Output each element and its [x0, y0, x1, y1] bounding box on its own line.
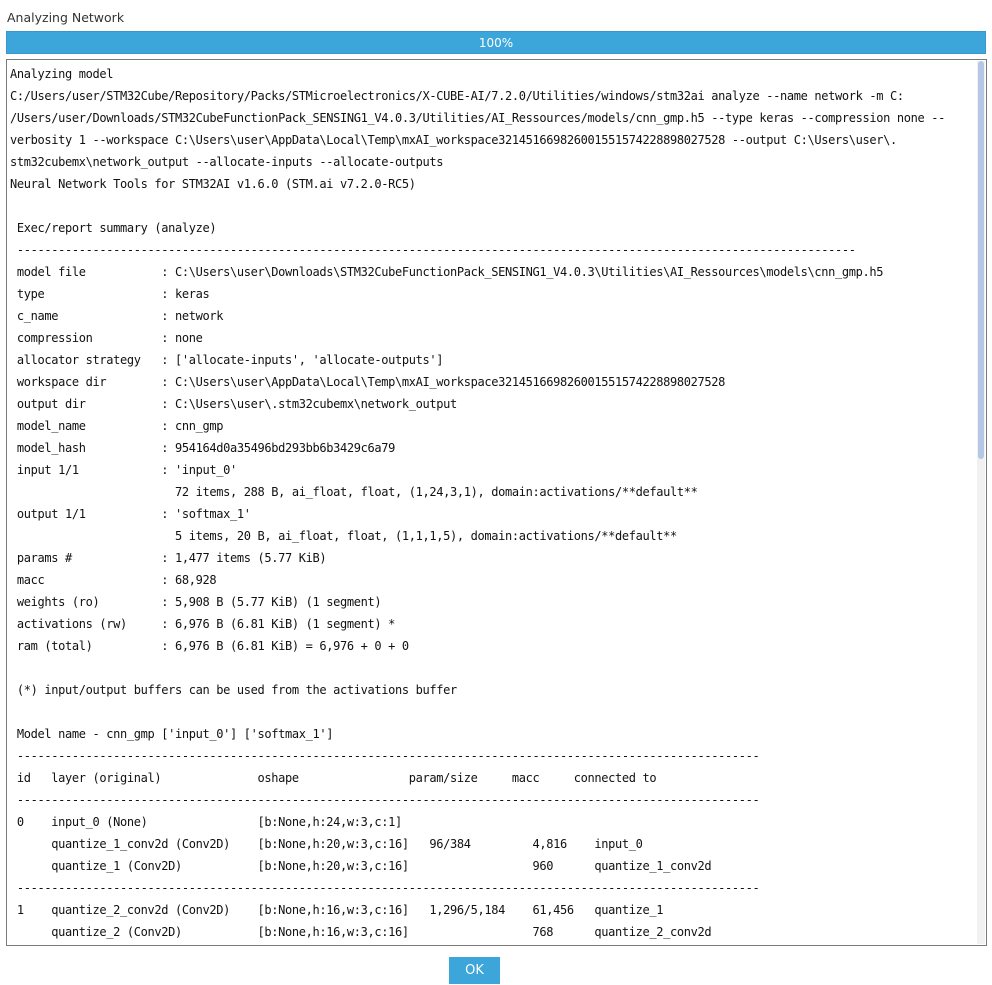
log-line: output dir : C:\Users\user\.stm32cubemx\network_output	[10, 397, 457, 411]
log-line: ------------------------------------------------------------------------------------------------------------	[10, 793, 760, 807]
progress-label: 100%	[478, 36, 514, 50]
log-line: ------------------------------------------------------------------------------------------------------------	[10, 881, 760, 895]
log-line: model_hash : 954164d0a35496bd293bb6b3429c6a79	[10, 441, 395, 455]
log-line: verbosity 1 --workspace C:\Users\user\AppData\Local\Temp\mxAI_workspace321451669826001551574228898027528 --output C:\Users\user\.	[10, 133, 897, 147]
log-line: input 1/1 : 'input_0'	[10, 463, 237, 477]
log-line: 5 items, 20 B, ai_float, float, (1,1,1,5), domain:activations/**default**	[10, 529, 677, 543]
log-line: quantize_1 (Conv2D) [b:None,h:20,w:3,c:16] 960 quantize_1_conv2d	[10, 859, 712, 873]
log-line: 1 quantize_2_conv2d (Conv2D) [b:None,h:16,w:3,c:16] 1,296/5,184 61,456 quantize_1	[10, 903, 664, 917]
log-line: 72 items, 288 B, ai_float, float, (1,24,3,1), domain:activations/**default**	[10, 485, 698, 499]
log-line: Neural Network Tools for STM32AI v1.6.0 (STM.ai v7.2.0-RC5)	[10, 177, 416, 191]
log-line: 0 input_0 (None) [b:None,h:24,w:3,c:1]	[10, 815, 402, 829]
log-line	[10, 195, 974, 217]
log-line: workspace dir : C:\Users\user\AppData\Local\Temp\mxAI_workspace321451669826001551574228898027528	[10, 375, 725, 389]
log-line: weights (ro) : 5,908 B (5.77 KiB) (1 segment)	[10, 595, 382, 609]
dialog-title: Analyzing Network	[7, 10, 125, 25]
progress-bar	[6, 31, 986, 54]
log-line: C:/Users/user/STM32Cube/Repository/Packs/STMicroelectronics/X-CUBE-AI/7.2.0/Utilities/windows/stm32ai analyze --name network -m C:	[10, 89, 904, 103]
log-line: id layer (original) oshape param/size macc connected to	[10, 771, 657, 785]
log-line: /Users/user/Downloads/STM32CubeFunctionPack_SENSING1_V4.0.3/Utilities/AI_Ressources/models/cnn_gmp.h5 --type keras --compression none --	[10, 111, 945, 125]
log-line: compression : none	[10, 331, 203, 345]
log-line	[10, 657, 974, 679]
log-line: quantize_2 (Conv2D) [b:None,h:16,w:3,c:16] 768 quantize_2_conv2d	[10, 925, 712, 939]
log-line: ------------------------------------------------------------------------------------------------------------	[10, 749, 760, 763]
log-line	[10, 701, 974, 723]
log-line: model_name : cnn_gmp	[10, 419, 224, 433]
analysis-log-textarea[interactable]	[6, 59, 987, 946]
log-line: Analyzing model	[10, 67, 114, 81]
log-line: Model name - cnn_gmp ['input_0'] ['softmax_1']	[10, 727, 334, 741]
log-line: type : keras	[10, 287, 210, 301]
log-line: (*) input/output buffers can be used from the activations buffer	[10, 683, 457, 697]
vertical-scrollbar[interactable]	[977, 61, 985, 944]
scrollbar-thumb[interactable]	[978, 61, 984, 459]
log-line: output 1/1 : 'softmax_1'	[10, 507, 251, 521]
log-line: c_name : network	[10, 309, 224, 323]
log-line: ram (total) : 6,976 B (6.81 KiB) = 6,976 + 0 + 0	[10, 639, 409, 653]
log-line: quantize_1_conv2d (Conv2D) [b:None,h:20,w:3,c:16] 96/384 4,816 input_0	[10, 837, 643, 851]
log-line: --------------------------------------------------------------------------------------------------------------------------	[10, 243, 856, 257]
log-line: activations (rw) : 6,976 B (6.81 KiB) (1 segment) *	[10, 617, 395, 631]
log-text	[10, 63, 974, 943]
log-line: model file : C:\Users\user\Downloads\STM32CubeFunctionPack_SENSING1_V4.0.3\Utilities\AI_Ressources\models\cnn_gmp.h5	[10, 265, 884, 279]
log-line: allocator strategy : ['allocate-inputs', 'allocate-outputs']	[10, 353, 444, 367]
ok-button[interactable]: OK	[449, 957, 500, 984]
log-line: stm32cubemx\network_output --allocate-inputs --allocate-outputs	[10, 155, 444, 169]
log-line: macc : 68,928	[10, 573, 217, 587]
log-line: params # : 1,477 items (5.77 KiB)	[10, 551, 327, 565]
log-line: Exec/report summary (analyze)	[10, 221, 217, 235]
